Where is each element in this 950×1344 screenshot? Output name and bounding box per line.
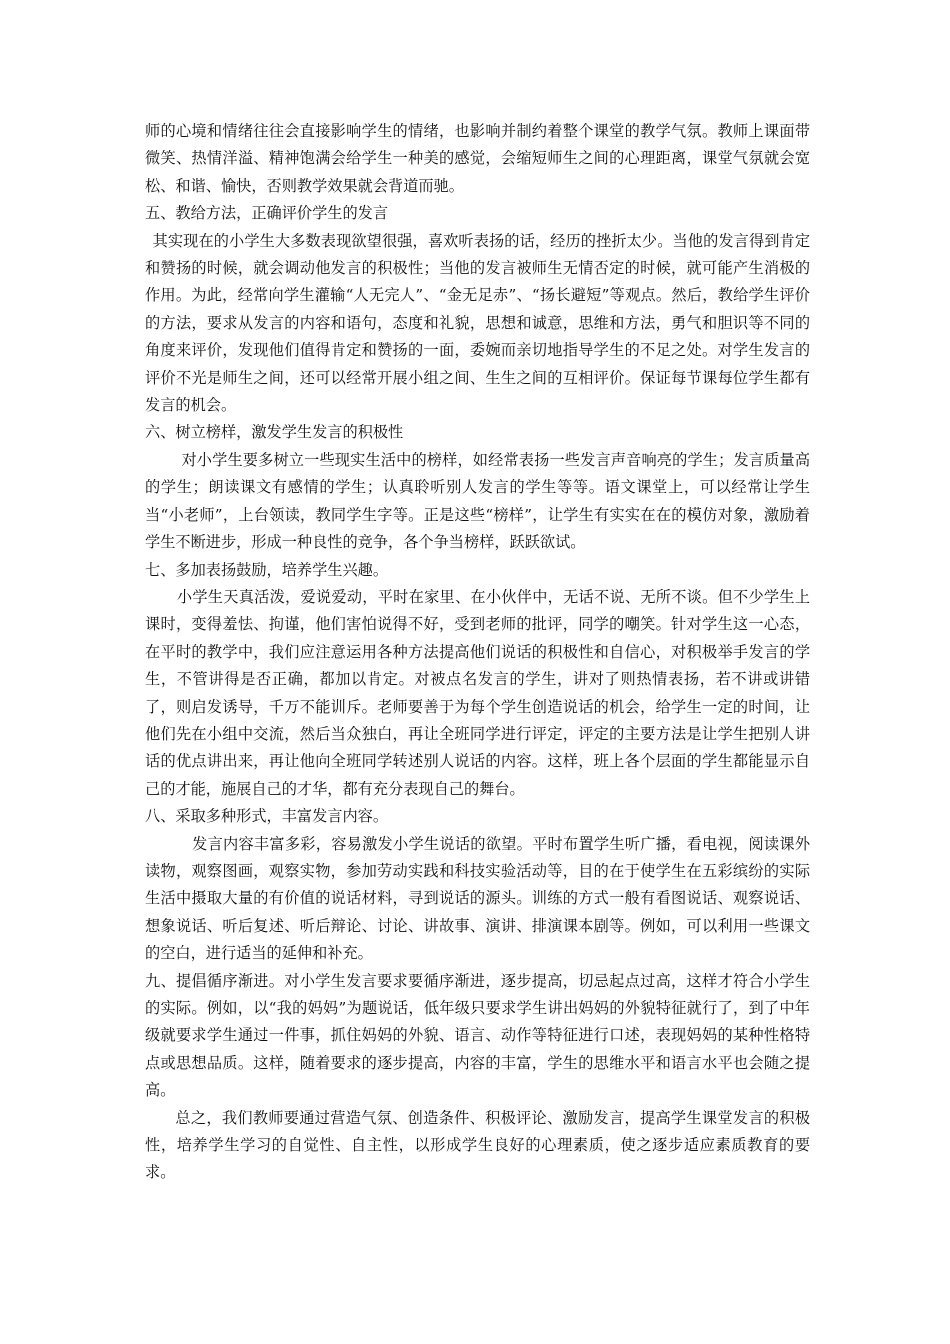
- paragraph-8: 发言内容丰富多彩，容易激发小学生说话的欲望。平时布置学生听广播，看电视，阅读课外读物，观察图画，观察实物，参加劳动实践和科技实验活动等，目的在于使学生在五彩缤纷的实际生活中摄取大量的有价值的说话材料，寻到说话的源头。训练的方式一般有看图说话、观察说话、想象说话、听后复述、听后辩论、讨论、讲故事、演讲、排演课本剧等。例如，可以利用一些课文的空白，进行适当的延伸和补充。: [145, 834, 810, 963]
- paragraph-9: 九、提倡循序渐进。对小学生发言要求要循序渐进，逐步提高，切忌起点过高，这样才符合小学生的实际。例如，以“我的妈妈”为题说话，低年级只要求学生讲出妈妈的外貌特征就行了，到了中年级就要求学生通过一件事，抓住妈妈的外貌、语言、动作等特征进行口述，表现妈妈的某种性格特点或思想品质。这样，随着要求的逐步提高，内容的丰富，学生的思维水平和语言水平也会随之提高。: [145, 971, 810, 1100]
- paragraph-7: 小学生天真活泼，爱说爱动，平时在家里、在小伙伴中，无话不说、无所不谈。但不少学生上课时，变得羞怯、拘谨，他们害怕说得不好，受到老师的批评，同学的嘲笑。针对学生这一心态，在平时的教学中，我们应注意运用各种方法提高他们说话的积极性和自信心，对积极举手发言的学生，不管讲得是否正确，都加以肯定。对被点名发言的学生，讲对了则热情表扬，若不讲或讲错了，则启发诱导，千万不能训斥。老师要善于为每个学生创造说话的机会，给学生一定的时间，让他们先在小组中交流，然后当众独白，再让全班同学进行评定，评定的主要方法是让学生把别人讲话的优点讲出来，再让他向全班同学转述别人说话的内容。这样，班上各个层面的学生都能显示自己的才能，施展自己的才华，都有充分表现自己的舞台。: [145, 587, 810, 798]
- paragraph-conclusion: 总之，我们教师要通过营造气氛、创造条件、积极评论、激励发言，提高学生课堂发言的积极性，培养学生学习的自觉性、自主性，以形成学生良好的心理素质，使之逐步适应素质教育的要求。: [145, 1108, 810, 1182]
- paragraph-5: 其实现在的小学生大多数表现欲望很强，喜欢听表扬的话，经历的挫折太少。当他的发言得到肯定和赞扬的时候，就会调动他发言的积极性；当他的发言被师生无情否定的时候，就可能产生消极的作用。为此，经常向学生灌输“人无完人”、“金无足赤”、“扬长避短”等观点。然后，教给学生评价的方法，要求从发言的内容和语句，态度和礼貌，思想和诚意，思维和方法，勇气和胆识等不同的角度来评价，发现他们值得肯定和赞扬的一面，委婉而亲切地指导学生的不足之处。对学生发言的评价不光是师生之间，还可以经常开展小组之间、生生之间的互相评价。保证每节课每位学生都有发言的机会。: [145, 231, 810, 415]
- section-heading-5: 五、教给方法，正确评价学生的发言: [145, 204, 388, 223]
- section-heading-6: 六、树立榜样，激发学生发言的积极性: [145, 423, 404, 442]
- paragraph-1: 师的心境和情绪往往会直接影响学生的情绪，也影响并制约着整个课堂的教学气氛。教师上课面带微笑、热情洋溢、精神饱满会给学生一种美的感觉，会缩短师生之间的心理距离，课堂气氛就会宽松、和谐、愉快，否则教学效果就会背道而驰。: [145, 122, 810, 195]
- section-heading-7: 七、多加表扬鼓励，培养学生兴趣。: [145, 560, 388, 579]
- document-body: [145, 118, 810, 1187]
- section-heading-8: 八、采取多种形式，丰富发言内容。: [145, 807, 388, 826]
- paragraph-6: 对小学生要多树立一些现实生活中的榜样，如经常表扬一些发言声音响亮的学生；发言质量高的学生；朗读课文有感情的学生；认真聆听别人发言的学生等等。语文课堂上，可以经常让学生当“小老师”，上台领读，教同学生字等。正是这些“榜样”，让学生有实实在在的模仿对象，激励着学生不断进步，形成一种良性的竞争，各个争当榜样，跃跃欲试。: [145, 450, 810, 552]
